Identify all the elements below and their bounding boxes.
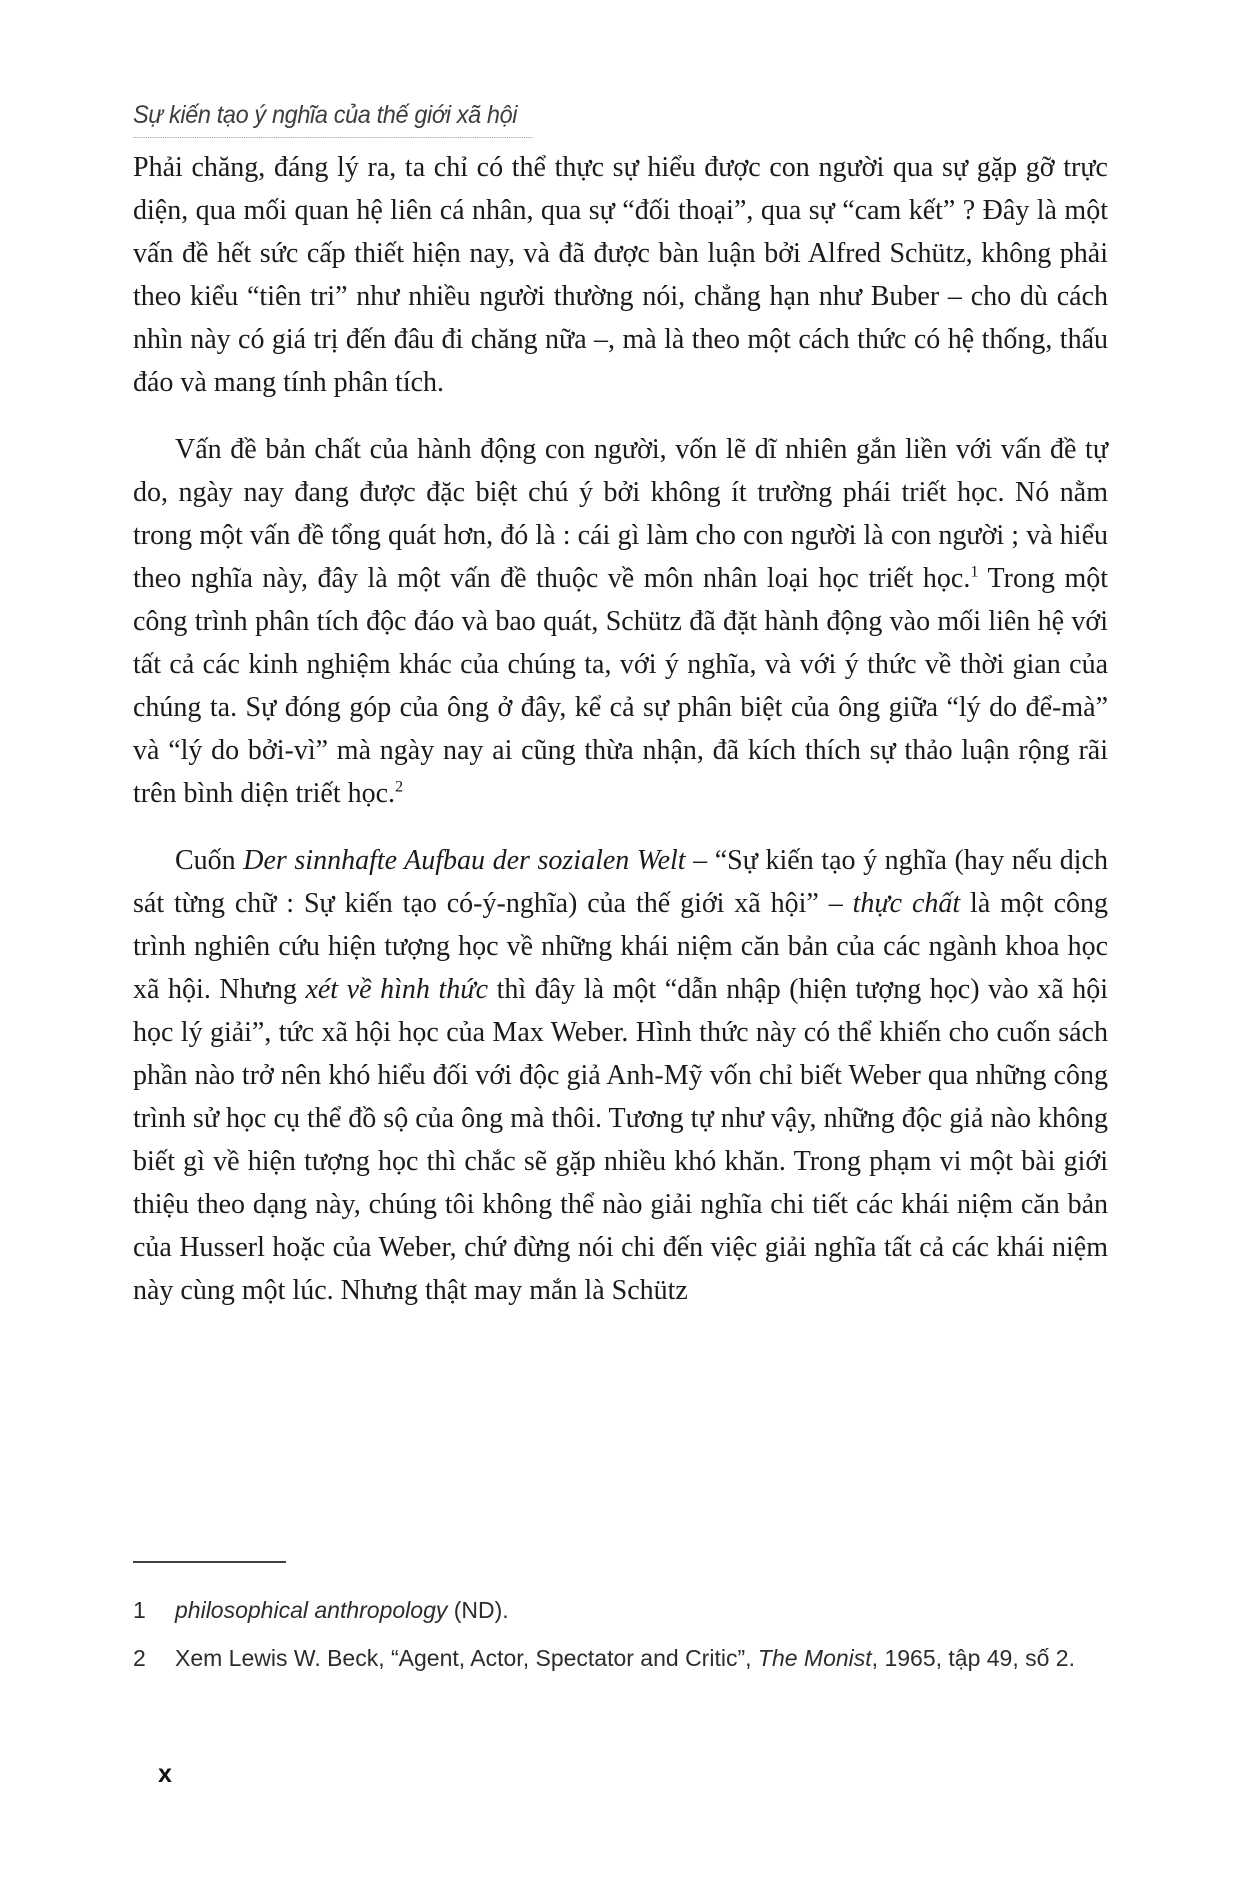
footnote-text: philosophical anthropology (ND). (175, 1597, 509, 1623)
paragraph: Phải chăng, đáng lý ra, ta chỉ có thể thực sự hiểu được con người qua sự gặp gỡ trực diện, qua mối quan hệ liên cá nhân, qua sự “đối thoại”, qua sự “cam kết” ? Đây là một vấn đề hết sức cấp thiết hiện nay, và đã được bàn luận bởi Alfred Schütz, không phải theo kiểu “tiên tri” như nhiều người thường nói, chẳng hạn như Buber – cho dù cách nhìn này có giá trị đến đâu đi chăng nữa –, mà là theo một cách thức có hệ thống, thấu đáo và mang tính phân tích. (133, 152, 1108, 398)
footnote-item (133, 1641, 1108, 1676)
page-number: x (158, 1760, 172, 1788)
running-header (133, 100, 558, 138)
footnote-separator (133, 1561, 286, 1563)
footnote-item (133, 1593, 1108, 1628)
paragraph: Vấn đề bản chất của hành động con người, vốn lẽ dĩ nhiên gắn liền với vấn đề tự do, ngày nay đang được đặc biệt chú ý bởi không ít trường phái triết học. Nó nằm trong một vấn đề tổng quát hơn, đó là : cái gì làm cho con người là con người ; và hiểu theo nghĩa này, đây là một vấn đề thuộc về môn nhân loại học triết học.$^1$ Trong một công trình phân tích độc đáo và bao quát, Schütz đã đặt hành động vào mối liên hệ với tất cả các kinh nghiệm khác của chúng ta, với ý nghĩa, và với ý thức về thời gian của chúng ta. Sự đóng góp của ông ở đây, kể cả sự phân biệt của ông giữa “lý do để-mà” và “lý do bởi-vì” mà ngày nay ai cũng thừa nhận, đã kích thích sự thảo luận rộng rãi trên bình diện triết học.$^2$ (133, 434, 1108, 809)
running-header-title: Sự kiến tạo ý nghĩa của thế giới xã hội (133, 100, 532, 138)
footnotes-section (133, 1561, 1108, 1689)
footnote-text: Xem Lewis W. Beck, “Agent, Actor, Spectator and Critic”, The Monist, 1965, tập 49, số 2. (175, 1645, 1075, 1671)
body-text (133, 146, 1108, 1336)
footnote-number: 2 (133, 1645, 146, 1671)
paragraph: Cuốn Der sinnhafte Aufbau der sozialen Welt – “Sự kiến tạo ý nghĩa (hay nếu dịch sát từng chữ : Sự kiến tạo có-ý-nghĩa) của thế giới xã hội” – thực chất là một công trình nghiên cứu hiện tượng học về những khái niệm căn bản của các ngành khoa học xã hội. Nhưng xét về hình thức thì đây là một “dẫn nhập (hiện tượng học) vào xã hội học lý giải”, tức xã hội học của Max Weber. Hình thức này có thể khiến cho cuốn sách phần nào trở nên khó hiểu đối với độc giả Anh-Mỹ vốn chỉ biết Weber qua những công trình sử học cụ thể đồ sộ của ông mà thôi. Tương tự như vậy, những độc giả nào không biết gì về hiện tượng học thì chắc sẽ gặp nhiều khó khăn. Trong phạm vi một bài giới thiệu theo dạng này, chúng tôi không thể nào giải nghĩa chi tiết các khái niệm căn bản của Husserl hoặc của Weber, chứ đừng nói chi đến việc giải nghĩa tất cả các khái niệm này cùng một lúc. Nhưng thật may mắn là Schütz (133, 845, 1109, 1306)
footnote-number: 1 (133, 1597, 146, 1623)
